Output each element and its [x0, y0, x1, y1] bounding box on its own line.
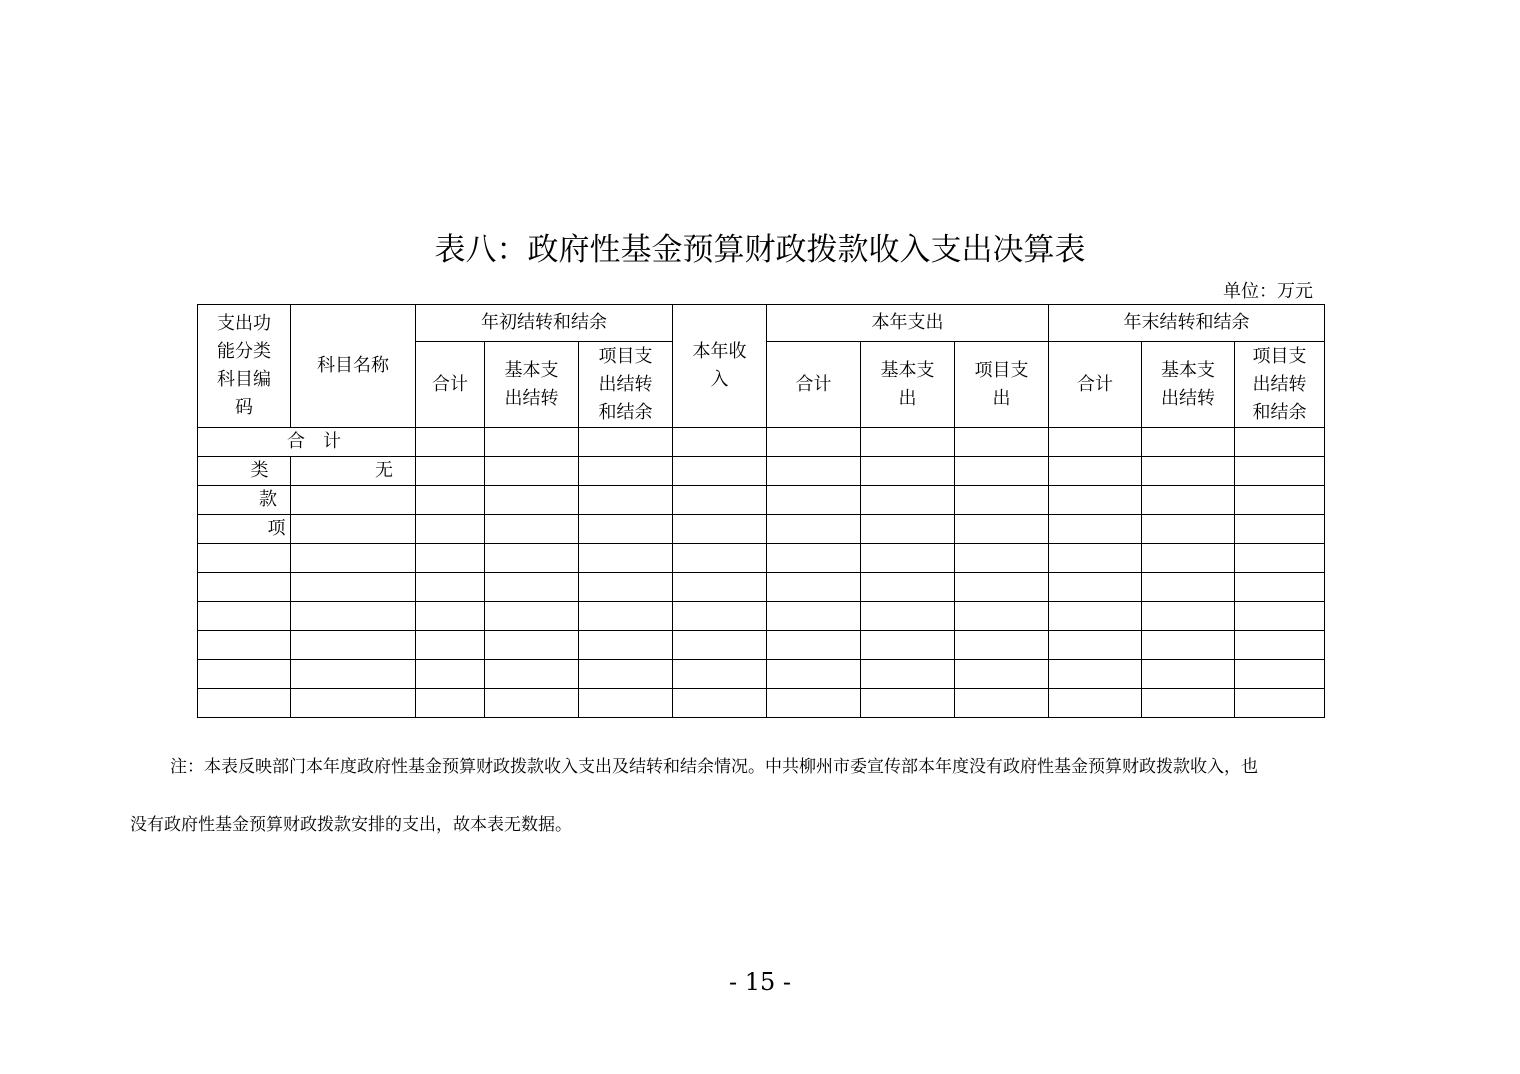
- row-kuan: 款: [198, 486, 291, 515]
- unit-label: 单位：万元: [1223, 281, 1313, 302]
- header-begin-group: 年初结转和结余: [416, 305, 673, 342]
- page-title: 表八：政府性基金预算财政拨款收入支出决算表: [434, 232, 1086, 268]
- budget-table: [197, 304, 1325, 718]
- note-line-2: 没有政府性基金预算财政拨款安排的支出，故本表无数据。: [130, 815, 572, 835]
- header-end-basic: 基本支出结转: [1142, 342, 1235, 428]
- header-begin-project: 项目支出结转和结余: [579, 342, 673, 428]
- table-note: [130, 738, 1395, 854]
- note-line-1: 注：本表反映部门本年度政府性基金预算财政拨款收入支出及结转和结余情况。中共柳州市委宣传部本年度没有政府性基金预算财政拨款收入，也: [170, 757, 1258, 777]
- page-number: - 15 -: [728, 968, 791, 996]
- row-lei-name: 无: [291, 457, 416, 486]
- header-income: 本年收入: [673, 305, 767, 428]
- table-row: [198, 602, 1325, 631]
- header-exp-basic: 基本支出: [861, 342, 955, 428]
- row-lei: 类: [198, 457, 291, 486]
- header-begin-total: 合计: [416, 342, 485, 428]
- row-xiang: 项: [198, 515, 291, 544]
- header-name: 科目名称: [291, 305, 416, 428]
- table-row: [198, 689, 1325, 718]
- header-end-project: 项目支出结转和结余: [1235, 342, 1325, 428]
- table-row: [198, 573, 1325, 602]
- row-total-label: 合 计: [198, 428, 416, 457]
- table-row: [198, 660, 1325, 689]
- header-end-group: 年末结转和结余: [1049, 305, 1325, 342]
- header-expense-group: 本年支出: [767, 305, 1049, 342]
- table-row: [198, 544, 1325, 573]
- header-exp-total: 合计: [767, 342, 861, 428]
- table-row: [198, 631, 1325, 660]
- header-end-total: 合计: [1049, 342, 1142, 428]
- header-code: 支出功能分类科目编码: [198, 305, 291, 428]
- header-begin-basic: 基本支出结转: [485, 342, 579, 428]
- header-exp-project: 项目支出: [955, 342, 1049, 428]
